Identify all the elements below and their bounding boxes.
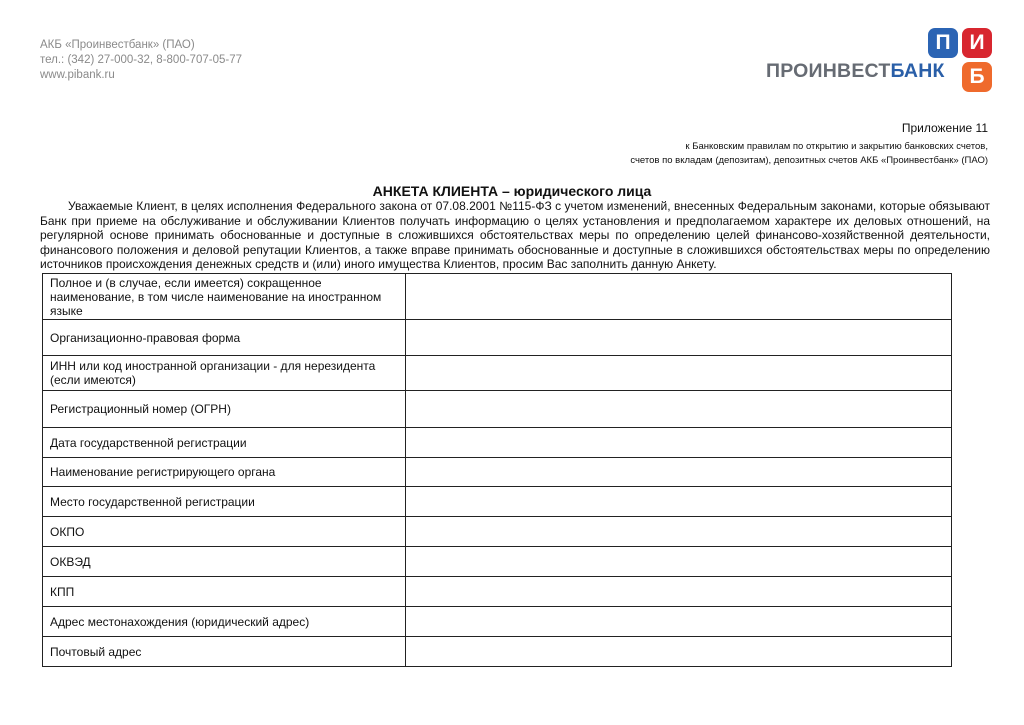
table-row <box>43 637 952 667</box>
field-value-okpo[interactable] <box>406 517 952 547</box>
client-form-table <box>42 273 952 667</box>
table-row <box>43 458 952 487</box>
field-value-legal-form[interactable] <box>406 320 952 356</box>
table-row <box>43 577 952 607</box>
field-value-okved[interactable] <box>406 547 952 577</box>
logo-letter-b: Б <box>962 62 992 92</box>
field-label: ОКВЭД <box>43 547 406 577</box>
document-title: АНКЕТА КЛИЕНТА – юридического лица <box>372 183 652 199</box>
logo-letter-i: И <box>962 28 992 58</box>
table-row <box>43 487 952 517</box>
field-value-postal-address[interactable] <box>406 637 952 667</box>
table-row <box>43 274 952 320</box>
field-label: Адрес местонахождения (юридический адрес) <box>43 607 406 637</box>
subtitle-line: к Банковским правилам по открытию и закрытию банковских счетов, <box>685 141 988 152</box>
field-label: Почтовый адрес <box>43 637 406 667</box>
table-row <box>43 607 952 637</box>
field-value-registration-date[interactable] <box>406 428 952 458</box>
field-value-full-name[interactable] <box>406 274 952 320</box>
field-label: Регистрационный номер (ОГРН) <box>43 391 406 428</box>
table-row <box>43 320 952 356</box>
table-row <box>43 428 952 458</box>
bank-website: www.pibank.ru <box>40 69 115 81</box>
table-row <box>43 547 952 577</box>
intro-paragraph: Уважаемые Клиент, в целях исполнения Федерального закона от 07.08.2001 №115-ФЗ с учетом изменений, внесенных Федеральным законами, которые обязывают Банк при приеме на обслуживание и обслуживании Клиентов получать информацию о целях установления и предполагаемом характере их деловых отношений, на регулярной основе принимать обоснованные и доступные в сложившихся обстоятельствах меры по определению целей финансово-хозяйственной деятельности, финансового положения и деловой репутации Клиентов, а также вправе принимать обоснованные и доступные в сложившихся обстоятельствах меры по определению источников происхождения денежных средств и (или) иного имущества Клиентов, просим Вас заполнить данную Анкету. <box>40 199 990 271</box>
field-value-registering-authority[interactable] <box>406 458 952 487</box>
bank-name: АКБ «Проинвестбанк» (ПАО) <box>40 39 195 51</box>
table-row <box>43 517 952 547</box>
field-label: ИНН или код иностранной организации - для нерезидента (если имеются) <box>43 356 406 391</box>
field-label: Полное и (в случае, если имеется) сокращенное наименование, в том числе наименование на иностранном языке <box>43 274 406 320</box>
logo-wordmark <box>766 60 945 83</box>
bank-info <box>40 38 242 83</box>
bank-logo <box>766 28 992 92</box>
field-value-ogrn[interactable] <box>406 391 952 428</box>
field-label: Организационно-правовая форма <box>43 320 406 356</box>
field-label: Место государственной регистрации <box>43 487 406 517</box>
field-value-inn[interactable] <box>406 356 952 391</box>
field-label: КПП <box>43 577 406 607</box>
field-label: Наименование регистрирующего органа <box>43 458 406 487</box>
subtitle-line: счетов по вкладам (депозитам), депозитных счетов АКБ «Проинвестбанк» (ПАО) <box>630 154 988 166</box>
field-label: Дата государственной регистрации <box>43 428 406 458</box>
bank-phone: тел.: (342) 27-000-32, 8-800-707-05-77 <box>40 54 242 66</box>
logo-letter-p: П <box>928 28 958 58</box>
table-row <box>43 356 952 391</box>
field-value-kpp[interactable] <box>406 577 952 607</box>
field-value-legal-address[interactable] <box>406 607 952 637</box>
logo-wordmark-part1: ПРОИНВЕСТ <box>766 60 891 82</box>
appendix-subtitle <box>630 140 988 167</box>
field-label: ОКПО <box>43 517 406 547</box>
appendix-label: Приложение 11 <box>901 121 988 135</box>
logo-wordmark-part2: БАНК <box>890 60 945 82</box>
field-value-registration-place[interactable] <box>406 487 952 517</box>
table-row <box>43 391 952 428</box>
